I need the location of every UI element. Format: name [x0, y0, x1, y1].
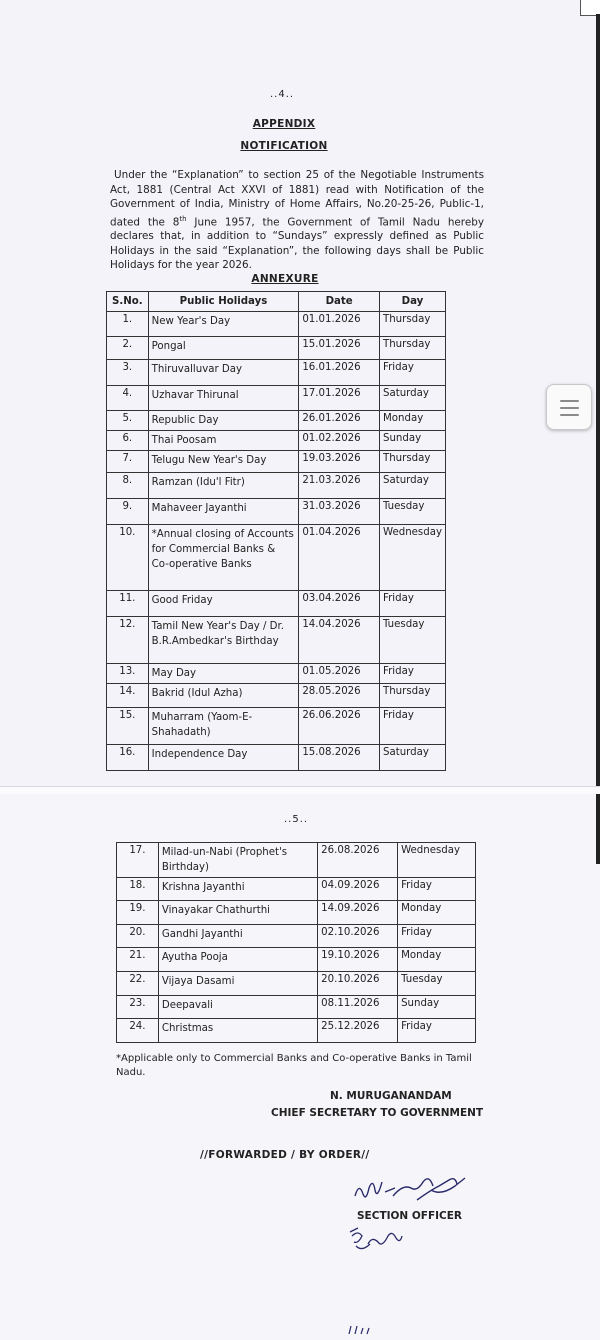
footnote: *Applicable only to Commercial Banks and Co-operative Banks in Tamil Nadu. [116, 1053, 472, 1078]
cell-date: 19.03.2026 [299, 451, 380, 473]
cell-day: Friday [380, 708, 446, 745]
table-row [107, 617, 446, 664]
table-row [107, 499, 446, 525]
page-number: ..5.. [284, 814, 309, 825]
header-day: Day [380, 292, 446, 312]
cell-holiday-name: Republic Day [148, 411, 299, 431]
cell-date: 14.04.2026 [299, 617, 380, 664]
table-row [107, 473, 446, 499]
cell-holiday-name: Muharram (Yaom-E-Shahadath) [148, 708, 299, 745]
cell-sno: 22. [117, 972, 159, 996]
table-row [117, 996, 476, 1019]
signer-name: N. MURUGANANDAM [330, 1090, 452, 1102]
handwritten-signature [345, 1166, 475, 1214]
cell-date: 15.08.2026 [299, 745, 380, 771]
signer-title: CHIEF SECRETARY TO GOVERNMENT [271, 1107, 484, 1119]
hamburger-menu-icon [560, 400, 579, 402]
cell-day: Monday [398, 948, 476, 972]
cell-sno: 12. [107, 617, 149, 664]
cell-date: 14.09.2026 [318, 901, 398, 925]
cell-day: Thursday [380, 451, 446, 473]
cell-holiday-name: Vijaya Dasami [158, 972, 317, 996]
cell-sno: 2. [107, 337, 149, 360]
document-page-5 [0, 794, 600, 1340]
cell-holiday-name: Thai Poosam [148, 431, 299, 451]
cell-holiday-name: Thiruvalluvar Day [148, 360, 299, 386]
cell-date: 01.04.2026 [299, 525, 380, 591]
table-row [107, 360, 446, 386]
table-row [117, 878, 476, 901]
table-row [107, 525, 446, 591]
table-row [107, 337, 446, 360]
header-sno: S.No. [107, 292, 149, 312]
cell-day: Wednesday [380, 525, 446, 591]
cell-day: Friday [398, 878, 476, 901]
cell-sno: 3. [107, 360, 149, 386]
cell-day: Friday [398, 1019, 476, 1043]
cell-day: Monday [398, 901, 476, 925]
cell-sno: 6. [107, 431, 149, 451]
para-part-1: Under the “Explanation” to section 25 of the Negotiable Instruments Act, 1881 (Central Act XXVI of 1881) read with Notification of the Government of India, Ministry of Home Affairs, No.20-25-26, Public-1, dated the 8 [110, 169, 484, 228]
cell-date: 16.01.2026 [299, 360, 380, 386]
cell-sno: 18. [117, 878, 159, 901]
cell-date: 26.06.2026 [299, 708, 380, 745]
annexure-heading: ANNEXURE [251, 273, 319, 285]
hamburger-menu-icon-line [560, 414, 579, 416]
cell-sno: 11. [107, 591, 149, 617]
table-row [117, 925, 476, 948]
table-header-row [107, 292, 446, 312]
cell-holiday-name: Vinayakar Chathurthi [158, 901, 317, 925]
table-row [107, 386, 446, 411]
cell-sno: 24. [117, 1019, 159, 1043]
table-row [107, 451, 446, 473]
holiday-table-page-4 [106, 291, 446, 771]
cell-sno: 7. [107, 451, 149, 473]
notification-paragraph [110, 168, 484, 273]
cell-sno: 15. [107, 708, 149, 745]
cell-date: 20.10.2026 [318, 972, 398, 996]
page-number: ..4.. [270, 89, 295, 100]
appendix-heading: APPENDIX [252, 118, 316, 130]
cell-holiday-name: Bakrid (Idul Azha) [148, 684, 299, 708]
cell-holiday-name: New Year's Day [148, 312, 299, 337]
cell-day: Wednesday [398, 843, 476, 878]
cell-holiday-name: Telugu New Year's Day [148, 451, 299, 473]
holiday-table-page-5 [116, 842, 476, 1043]
cell-holiday-name: Tamil New Year's Day / Dr. B.R.Ambedkar's Birthday [148, 617, 299, 664]
forwarded-by-order: //FORWARDED / BY ORDER// [200, 1149, 370, 1161]
cell-date: 25.12.2026 [318, 1019, 398, 1043]
cell-day: Saturday [380, 745, 446, 771]
table-row [117, 948, 476, 972]
handwritten-initials [346, 1222, 406, 1258]
cell-sno: 1. [107, 312, 149, 337]
cell-holiday-name: Pongal [148, 337, 299, 360]
cell-date: 01.05.2026 [299, 664, 380, 684]
table-row [107, 708, 446, 745]
cell-day: Sunday [380, 431, 446, 451]
hamburger-menu-button[interactable] [546, 384, 592, 430]
cell-date: 26.01.2026 [299, 411, 380, 431]
table-row [107, 591, 446, 617]
table-row [117, 843, 476, 878]
cell-day: Thursday [380, 312, 446, 337]
table-row [107, 411, 446, 431]
table-row [117, 901, 476, 925]
table-row [107, 745, 446, 771]
cell-holiday-name: Uzhavar Thirunal [148, 386, 299, 411]
cell-sno: 4. [107, 386, 149, 411]
table-row [107, 684, 446, 708]
cell-day: Saturday [380, 473, 446, 499]
cell-day: Saturday [380, 386, 446, 411]
para-superscript: th [179, 214, 187, 223]
cell-holiday-name: Christmas [158, 1019, 317, 1043]
cell-day: Friday [380, 360, 446, 386]
table-row [107, 312, 446, 337]
cell-date: 03.04.2026 [299, 591, 380, 617]
cell-holiday-name: Independence Day [148, 745, 299, 771]
table-row [117, 972, 476, 996]
cell-date: 08.11.2026 [318, 996, 398, 1019]
cell-day: Tuesday [380, 499, 446, 525]
cell-date: 21.03.2026 [299, 473, 380, 499]
cell-sno: 9. [107, 499, 149, 525]
cell-date: 15.01.2026 [299, 337, 380, 360]
cell-sno: 5. [107, 411, 149, 431]
cell-date: 01.02.2026 [299, 431, 380, 451]
table-row [107, 664, 446, 684]
handwritten-mark [345, 1324, 375, 1336]
cell-holiday-name: Mahaveer Jayanthi [148, 499, 299, 525]
cell-day: Sunday [398, 996, 476, 1019]
cell-holiday-name: May Day [148, 664, 299, 684]
cell-date: 19.10.2026 [318, 948, 398, 972]
page-edge-line [596, 14, 600, 789]
cell-sno: 8. [107, 473, 149, 499]
cell-holiday-name: Ramzan (Idu'l Fitr) [148, 473, 299, 499]
cell-day: Thursday [380, 684, 446, 708]
cell-holiday-name: Deepavali [158, 996, 317, 1019]
table-row [117, 1019, 476, 1043]
cell-date: 26.08.2026 [318, 843, 398, 878]
cell-sno: 21. [117, 948, 159, 972]
header-date: Date [299, 292, 380, 312]
cell-holiday-name: Gandhi Jayanthi [158, 925, 317, 948]
section-officer: SECTION OFFICER [357, 1210, 463, 1222]
cell-day: Friday [380, 664, 446, 684]
cell-holiday-name: Good Friday [148, 591, 299, 617]
cell-sno: 17. [117, 843, 159, 878]
cell-holiday-name: Milad-un-Nabi (Prophet's Birthday) [158, 843, 317, 878]
cell-day: Tuesday [380, 617, 446, 664]
table-row [107, 431, 446, 451]
hamburger-menu-icon-line [560, 407, 579, 409]
cell-date: 01.01.2026 [299, 312, 380, 337]
cell-holiday-name: *Annual closing of Accounts for Commercial Banks & Co-operative Banks [148, 525, 299, 591]
page-edge-line [596, 794, 600, 864]
cell-holiday-name: Krishna Jayanthi [158, 878, 317, 901]
cell-day: Friday [398, 925, 476, 948]
cell-sno: 16. [107, 745, 149, 771]
cell-day: Monday [380, 411, 446, 431]
cell-sno: 19. [117, 901, 159, 925]
cell-day: Tuesday [398, 972, 476, 996]
cell-holiday-name: Ayutha Pooja [158, 948, 317, 972]
cell-date: 04.09.2026 [318, 878, 398, 901]
notification-heading: NOTIFICATION [240, 140, 328, 152]
para-part-2: June 1957, the Government of Tamil Nadu hereby declares that, in addition to “Sundays” expressly defined as Public Holidays in the said “Explanation”, the following days shall be Public Holidays for the year 2026. [110, 215, 484, 272]
cell-date: 17.01.2026 [299, 386, 380, 411]
cell-date: 02.10.2026 [318, 925, 398, 948]
cell-day: Thursday [380, 337, 446, 360]
cell-day: Friday [380, 591, 446, 617]
cell-sno: 10. [107, 525, 149, 591]
cell-date: 28.05.2026 [299, 684, 380, 708]
cell-sno: 20. [117, 925, 159, 948]
cell-date: 31.03.2026 [299, 499, 380, 525]
header-public-holidays: Public Holidays [148, 292, 299, 312]
cell-sno: 14. [107, 684, 149, 708]
cell-sno: 13. [107, 664, 149, 684]
cell-sno: 23. [117, 996, 159, 1019]
